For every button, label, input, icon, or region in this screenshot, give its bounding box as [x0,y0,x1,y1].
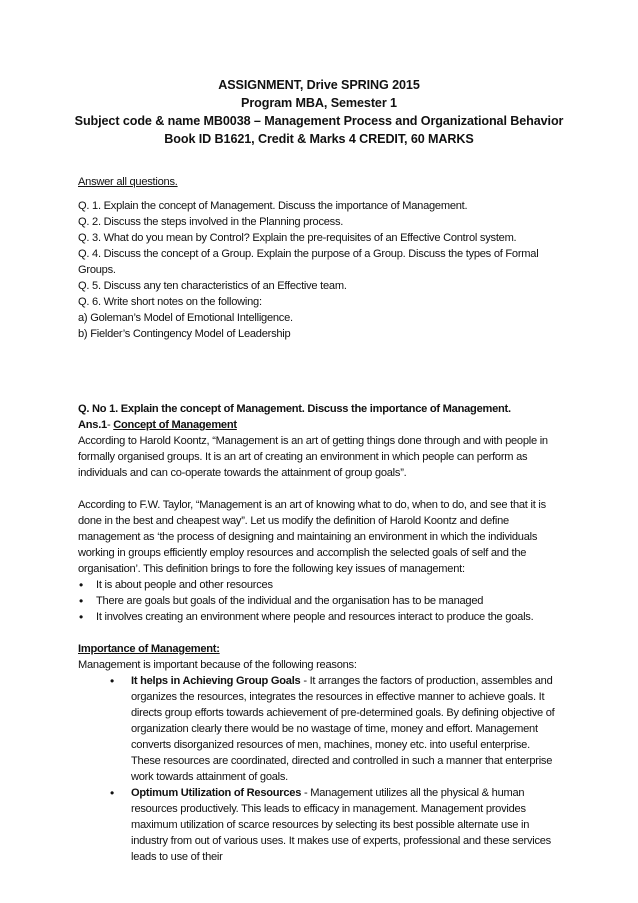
list-item: • There are goals but goals of the individual and the organisation has to be managed [78,593,560,609]
reason-title: It helps in Achieving Group Goals [131,675,301,687]
reason-text: - Management utilizes all the physical & human resources productively. This leads to efficacy in management. Management provides maximum utilization of scarce resources by selecting its best possible alternate use in industry from out of various uses. It makes use of experts, professional and these services leads to use of their [131,787,551,863]
paragraph-koontz: According to Harold Koontz, “Management is an art of getting things done through and with people in formally organised groups. It is an art of creating an environment in which people can perform as individuals and can co-operate towards the attainment of group goals”. [78,435,548,479]
question-item: Q. 2. Discuss the steps involved in the Planning process. [78,216,344,228]
list-item: • It is about people and other resources [78,577,560,593]
header-line-program: Program MBA, Semester 1 [241,96,397,110]
assignment-header [74,76,564,148]
list-item [96,785,560,865]
list-item: • It involves creating an environment where people and resources interact to produce the goals. [78,609,560,625]
question-item: Q. 5. Discuss any ten characteristics of an Effective team. [78,280,347,292]
header-line-assignment: ASSIGNMENT, Drive SPRING 2015 [218,78,420,92]
importance-list [78,673,560,865]
instructions: Answer all questions. [78,176,178,188]
question-item: Q. 1. Explain the concept of Management. Discuss the importance of Management. [78,200,468,212]
list-item [96,673,560,785]
question-item: Q. 4. Discuss the concept of a Group. Explain the purpose of a Group. Discuss the types of Formal Groups. [78,248,539,276]
question-item: b) Fielder’s Contingency Model of Leadership [78,328,291,340]
question-item: Q. 6. Write short notes on the following: [78,296,262,308]
importance-intro: Management is important because of the following reasons: [78,659,357,671]
answer-question-heading: Q. No 1. Explain the concept of Management. Discuss the importance of Management. [78,403,511,415]
answer-subheading: Concept of Management [113,419,237,431]
answer-separator: - [106,419,114,431]
answer-label-line [78,417,560,433]
header-line-book: Book ID B1621, Credit & Marks 4 CREDIT, 60 MARKS [164,132,474,146]
question-list [78,198,560,342]
key-issues-list [78,577,560,625]
question-item: Q. 3. What do you mean by Control? Explain the pre-requisites of an Effective Control system. [78,232,517,244]
header-line-subject: Subject code & name MB0038 – Management Process and Organizational Behavior [74,114,564,128]
answer-label: Ans.1 [78,419,107,431]
reason-text: - It arranges the factors of production, assembles and organizes the resources, integrates the resources in effective manner to achieve goals. It directs group efforts towards achievement of pre-determined goals. By defining objective of organization clearly there would be no wastage of time, money and effort. Management converts disorganized resources of men, machines, money etc. into useful enterprise. These resources are coordinated, directed and controlled in such a manner that enterprise work towards attainment of goals. [131,675,555,783]
question-item: a) Goleman’s Model of Emotional Intelligence. [78,312,293,324]
paragraph-taylor: According to F.W. Taylor, “Management is an art of knowing what to do, when to do, and see that it is done in the best and cheapest way”. Let us modify the definition of Harold Koontz and define management as ‘the process of designing and maintaining an environment in which the individuals working in groups efficiently employ resources and accomplish the selected goals of self and the organisation’. This definition brings to fore the following key issues of management: [78,499,546,575]
reason-title: Optimum Utilization of Resources [131,787,302,799]
importance-heading: Importance of Management: [78,643,220,655]
